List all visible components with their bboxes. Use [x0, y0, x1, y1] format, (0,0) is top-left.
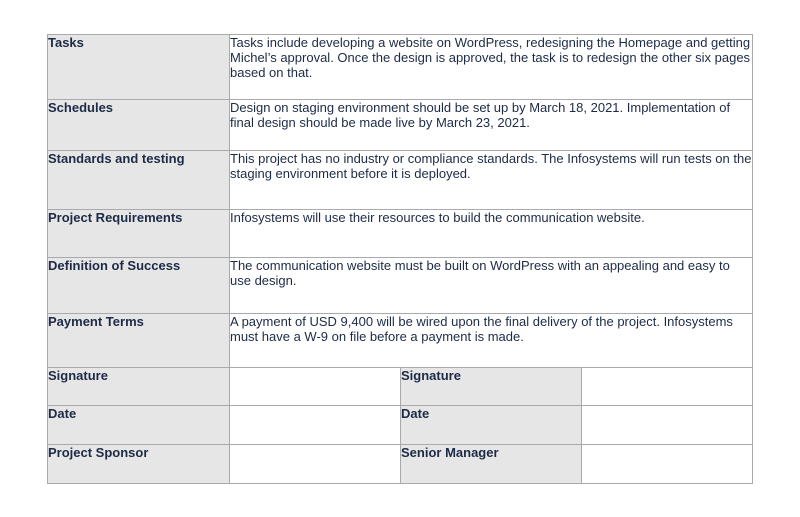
- date-field-right[interactable]: [582, 406, 753, 445]
- table-row: [48, 100, 753, 151]
- requirements-label: Project Requirements: [48, 210, 230, 258]
- role-row: [48, 445, 753, 484]
- senior-manager-label: Senior Manager: [401, 445, 582, 484]
- signature-label-left: Signature: [48, 368, 230, 406]
- signature-label-right: Signature: [401, 368, 582, 406]
- success-text: The communication website must be built on WordPress with an appealing and easy to use design.: [230, 258, 753, 314]
- date-label-right: Date: [401, 406, 582, 445]
- project-sponsor-label: Project Sponsor: [48, 445, 230, 484]
- payment-terms-text: A payment of USD 9,400 will be wired upon the final delivery of the project. Infosystems must have a W-9 on file before a payment is made.: [230, 314, 753, 368]
- date-label-left: Date: [48, 406, 230, 445]
- date-row: [48, 406, 753, 445]
- standards-label: Standards and testing: [48, 151, 230, 210]
- project-sponsor-field[interactable]: [230, 445, 401, 484]
- standards-text: This project has no industry or compliance standards. The Infosystems will run tests on the staging environment before it is deployed.: [230, 151, 753, 210]
- payment-terms-label: Payment Terms: [48, 314, 230, 368]
- date-field-left[interactable]: [230, 406, 401, 445]
- table-row: [48, 210, 753, 258]
- table-row: [48, 151, 753, 210]
- signature-field-right[interactable]: [582, 368, 753, 406]
- senior-manager-field[interactable]: [582, 445, 753, 484]
- project-charter-table: [47, 34, 753, 484]
- schedules-label: Schedules: [48, 100, 230, 151]
- success-label: Definition of Success: [48, 258, 230, 314]
- tasks-text: Tasks include developing a website on WordPress, redesigning the Homepage and getting Michel’s approval. Once the design is approved, the task is to redesign the other six pages based on that.: [230, 35, 753, 100]
- tasks-label: Tasks: [48, 35, 230, 100]
- table-row: [48, 258, 753, 314]
- schedules-text: Design on staging environment should be set up by March 18, 2021. Implementation of final design should be made live by March 23, 2021.: [230, 100, 753, 151]
- table-row: [48, 35, 753, 100]
- signature-field-left[interactable]: [230, 368, 401, 406]
- requirements-text: Infosystems will use their resources to build the communication website.: [230, 210, 753, 258]
- table-row: [48, 314, 753, 368]
- signature-row: [48, 368, 753, 406]
